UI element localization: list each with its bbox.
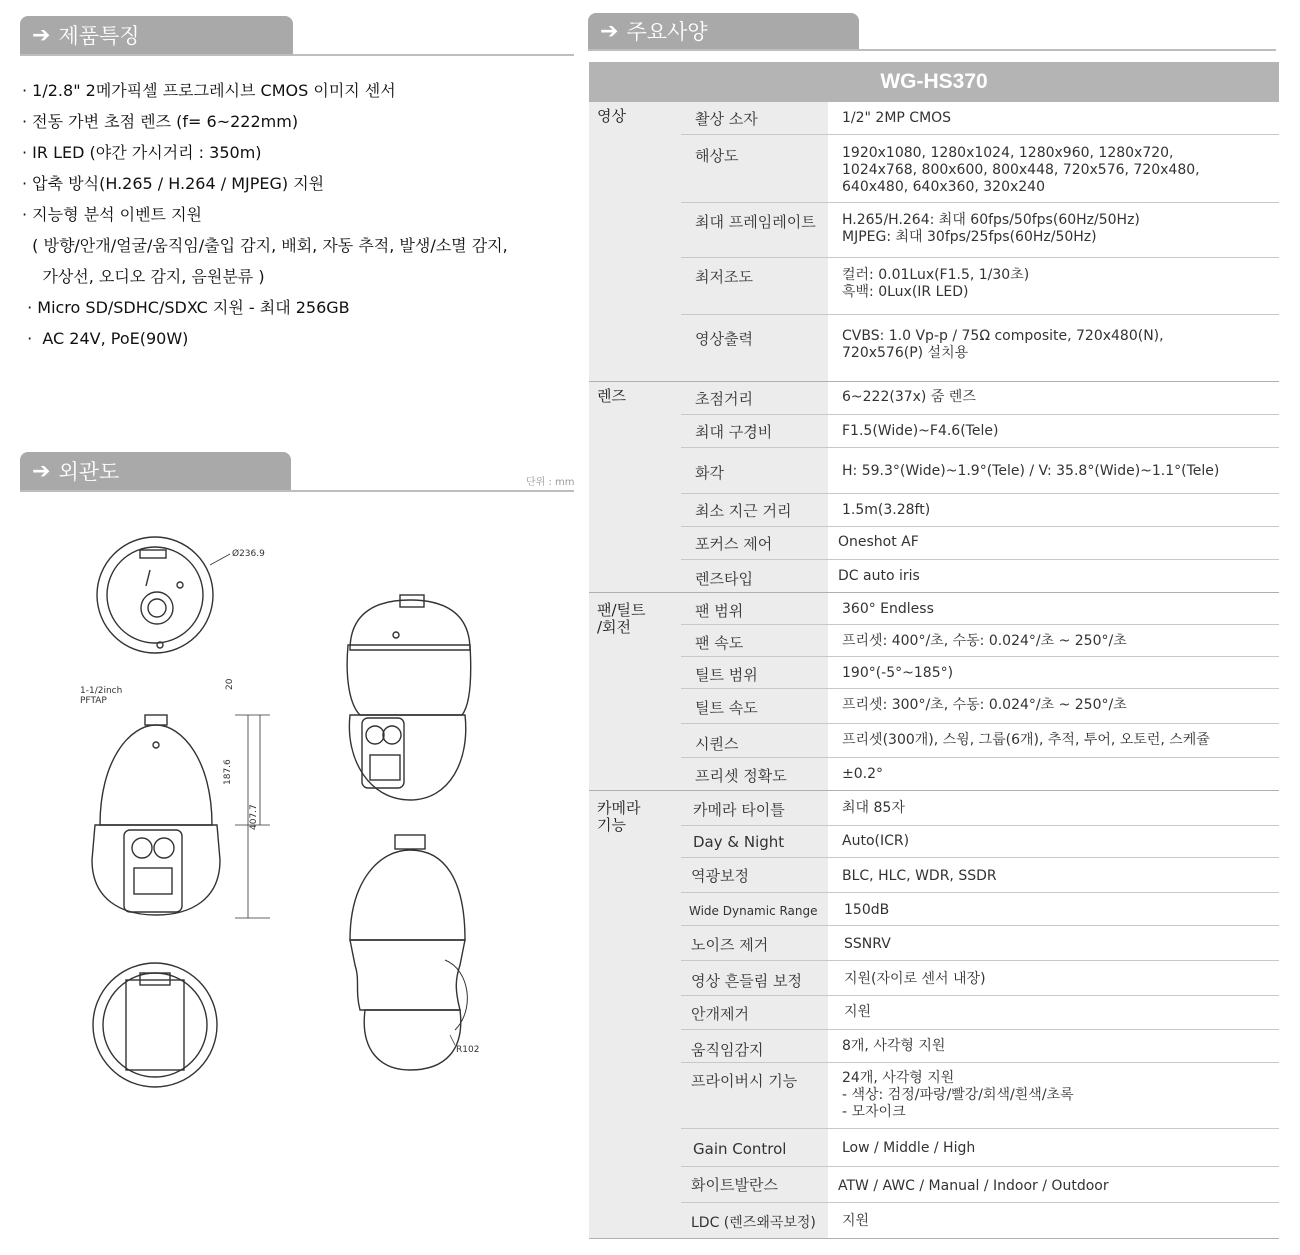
spec-row [681, 415, 1279, 448]
spec-label: 촬상 소자 [695, 110, 758, 128]
spec-row [681, 961, 1279, 996]
spec-row [681, 527, 1279, 560]
spec-value: Low / Middle / High [842, 1140, 976, 1156]
spec-value: CVBS: 1.0 Vp-p / 75Ω composite, 720x480(N), 720x576(P) 설치용 [842, 328, 1164, 361]
features-title: 제품특징 [58, 24, 140, 48]
spec-label: 팬 범위 [695, 602, 744, 620]
spec-row [681, 135, 1279, 203]
spec-row [681, 382, 1279, 415]
perspective-view [347, 595, 471, 800]
spec-row [681, 996, 1279, 1030]
spec-title: 주요사양 [626, 20, 708, 44]
features-tab [20, 16, 293, 54]
spec-value: 1920x1080, 1280x1024, 1280x960, 1280x720, 1024x768, 800x600, 800x448, 720x576, 720x480, 640x480, 640x360, 320x240 [842, 145, 1200, 195]
spec-row [681, 758, 1279, 790]
spec-row [681, 1129, 1279, 1167]
spec-row [681, 1063, 1279, 1129]
spec-value: 프리셋: 400°/초, 수동: 0.024°/초 ~ 250°/초 [842, 633, 1127, 649]
spec-row [681, 258, 1279, 315]
spec-value: H: 59.3°(Wide)~1.9°(Tele) / V: 35.8°(Wide)~1.1°(Tele) [842, 463, 1220, 479]
spec-label: 해상도 [695, 147, 739, 165]
feature-item: · AC 24V, PoE(90W) [22, 329, 189, 348]
feature-item: ( 방향/안개/얼굴/움직임/출입 감지, 배회, 자동 추적, 발생/소멸 감지, [22, 236, 508, 255]
spec-value: Oneshot AF [838, 534, 919, 550]
arrow-right-icon: ➔ [32, 458, 51, 484]
camera-drawing [60, 530, 520, 1100]
arrow-right-icon: ➔ [32, 22, 51, 48]
spec-row [681, 315, 1279, 381]
spec-tab [588, 13, 859, 49]
spec-label: 움직임감지 [691, 1041, 764, 1059]
spec-row [681, 893, 1279, 926]
model-header: WG-HS370 [589, 62, 1279, 102]
spec-label: 초점거리 [695, 390, 753, 408]
spec-value: 1.5m(3.28ft) [842, 502, 931, 518]
spec-value: 24개, 사각형 지원 - 색상: 검정/파랑/빨강/회색/흰색/초록 - 모자이크 [842, 1070, 1074, 1120]
bottom-view [93, 963, 217, 1087]
spec-label: 화각 [695, 464, 724, 482]
spec-value: 190°(-5°~185°) [842, 665, 954, 681]
feature-item: · 1/2.8" 2메가픽셀 프로그레시브 CMOS 이미지 센서 [22, 81, 396, 100]
spec-value: DC auto iris [838, 568, 920, 584]
spec-label: LDC (렌즈왜곡보정) [691, 1215, 816, 1231]
feature-item: · 압축 방식(H.265 / H.264 / MJPEG) 지원 [22, 174, 325, 193]
feature-item: · Micro SD/SDHC/SDXC 지원 - 최대 256GB [22, 298, 350, 317]
spec-value: 프리셋(300개), 스윙, 그룹(6개), 추적, 투어, 오토런, 스케쥴 [842, 732, 1210, 748]
spec-row [681, 625, 1279, 657]
table-bottom-border [589, 1238, 1279, 1239]
spec-value: 360° Endless [842, 601, 934, 617]
spec-label: 렌즈타입 [695, 570, 753, 588]
spec-label: 프리셋 정확도 [695, 767, 787, 785]
spec-label: 틸트 속도 [695, 699, 758, 717]
features-section-header [20, 16, 574, 56]
diameter-annotation: Ø236.9 [232, 549, 265, 559]
spec-row [681, 203, 1279, 258]
spec-row [681, 1030, 1279, 1063]
spec-label: 최대 구경비 [695, 423, 773, 441]
spec-value: 지원(자이로 센서 내장) [844, 971, 986, 987]
spec-label: 팬 속도 [695, 634, 744, 652]
appearance-title: 외관도 [58, 460, 120, 484]
spec-row [681, 858, 1279, 893]
spec-label: 화이트발란스 [691, 1176, 778, 1194]
spec-label: 포커스 제어 [695, 535, 773, 553]
pftap-annotation: 1-1/2inch PFTAP [80, 686, 123, 706]
spec-value: ATW / AWC / Manual / Indoor / Outdoor [838, 1178, 1109, 1194]
spec-label: 역광보정 [691, 867, 749, 885]
spec-value: F1.5(Wide)~F4.6(Tele) [842, 423, 999, 439]
spec-row [681, 724, 1279, 758]
spec-value: 지원 [842, 1213, 870, 1229]
arrow-right-icon: ➔ [600, 18, 619, 44]
spec-value: 8개, 사각형 지원 [842, 1038, 946, 1054]
spec-label: Day & Night [693, 833, 785, 851]
spec-label: 시퀀스 [695, 735, 739, 753]
spec-row [681, 448, 1279, 494]
spec-row [681, 593, 1279, 625]
appearance-tab [20, 452, 291, 490]
side-view [350, 835, 467, 1070]
spec-row [681, 102, 1279, 135]
radius-annotation: R102 [456, 1045, 480, 1055]
spec-label: 노이즈 제거 [691, 936, 769, 954]
spec-section-header [588, 13, 1276, 51]
spec-value: Auto(ICR) [842, 833, 910, 849]
spec-value: SSNRV [844, 936, 891, 952]
feature-item: 가상선, 오디오 감지, 음원분류 ) [22, 267, 265, 286]
spec-value: 지원 [844, 1004, 872, 1020]
spec-value: BLC, HLC, WDR, SSDR [842, 868, 997, 884]
spec-value: H.265/H.264: 최대 60fps/50fps(60Hz/50Hz) MJPEG: 최대 30fps/25fps(60Hz/50Hz) [842, 212, 1140, 245]
spec-value: 프리셋: 300°/초, 수동: 0.024°/초 ~ 250°/초 [842, 697, 1127, 713]
spec-row [681, 1203, 1279, 1238]
spec-label: 영상출력 [695, 330, 753, 348]
dim-20-annotation: 20 [225, 678, 235, 690]
dim-187-annotation: 187.6 [223, 759, 233, 785]
spec-label: 안개제거 [691, 1005, 749, 1023]
category-lens: 렌즈 [589, 382, 681, 592]
category-pan-tilt: 팬/틸트 /회전 [589, 593, 681, 790]
front-view [92, 715, 270, 918]
unit-label: 단위 : mm [526, 477, 575, 488]
spec-row [681, 494, 1279, 527]
feature-item: · IR LED (야간 가시거리 : 350m) [22, 143, 262, 162]
dim-407-annotation: 407.7 [249, 804, 259, 830]
features-list [22, 75, 582, 354]
spec-row [681, 1167, 1279, 1203]
appearance-section-header [20, 452, 574, 492]
spec-label: Wide Dynamic Range [689, 904, 818, 918]
spec-label: 최저조도 [695, 268, 753, 286]
spec-value: ±0.2° [842, 766, 883, 782]
top-view [97, 537, 230, 653]
category-video: 영상 [589, 102, 681, 381]
spec-row [681, 657, 1279, 689]
spec-value: 1/2" 2MP CMOS [842, 110, 952, 126]
spec-value: 6~222(37x) 줌 렌즈 [842, 389, 976, 405]
spec-row [681, 689, 1279, 724]
spec-label: Gain Control [693, 1140, 787, 1158]
spec-label: 카메라 타이틀 [693, 801, 785, 819]
spec-label: 영상 흔들림 보정 [691, 972, 802, 990]
spec-label: 프라이버시 기능 [691, 1072, 798, 1090]
spec-label: 틸트 범위 [695, 666, 758, 684]
spec-label: 최대 프레임레이트 [695, 213, 816, 231]
spec-row [681, 826, 1279, 858]
spec-value: 컬러: 0.01Lux(F1.5, 1/30초) 흑백: 0Lux(IR LED) [842, 267, 1030, 300]
feature-item: · 지능형 분석 이벤트 지원 [22, 205, 202, 224]
feature-item: · 전동 가변 초점 렌즈 (f= 6~222mm) [22, 112, 299, 131]
spec-value: 최대 85자 [842, 800, 905, 816]
spec-label: 최소 지근 거리 [695, 502, 792, 520]
category-camera-functions: 카메라 기능 [589, 791, 681, 1238]
spec-row [681, 791, 1279, 826]
spec-row [681, 926, 1279, 961]
spec-value: 150dB [844, 902, 890, 918]
spec-row [681, 560, 1279, 592]
